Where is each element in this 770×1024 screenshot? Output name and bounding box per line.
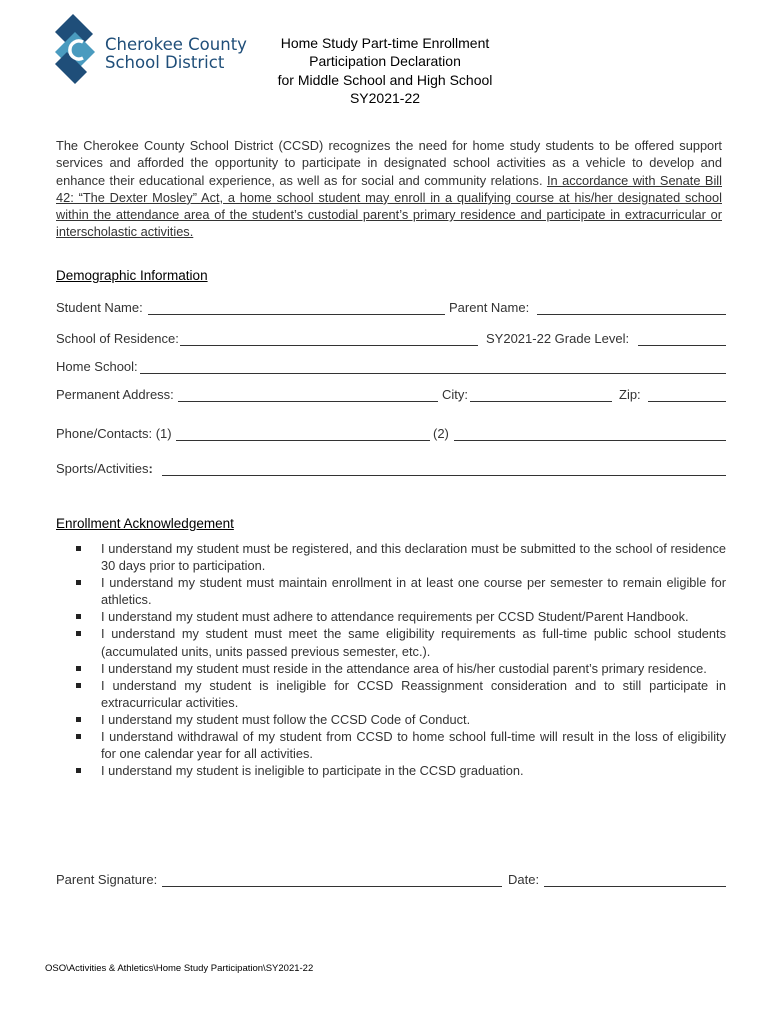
- zip-label: Zip:: [619, 387, 641, 402]
- grade-level-field[interactable]: [638, 345, 726, 346]
- school-of-residence-field[interactable]: [180, 345, 478, 346]
- list-item: [56, 762, 726, 779]
- list-item-text: I understand my student is ineligible for CCSD Reassignment consideration and to still participate in extracurricular activities.: [101, 677, 726, 710]
- sports-activities-colon: :: [148, 461, 153, 476]
- list-item-text: I understand withdrawal of my student from CCSD to home school full-time will result in the loss of eligibility for one calendar year for all activities.: [101, 729, 726, 762]
- date-label: Date:: [508, 872, 540, 887]
- bullet-icon: [76, 614, 81, 619]
- student-name-field[interactable]: [148, 314, 445, 315]
- home-school-row: [56, 359, 726, 377]
- student-name-label: Student Name:: [56, 300, 143, 315]
- bullet-icon: [76, 666, 81, 671]
- logo-line-1: Cherokee County: [105, 35, 247, 54]
- logo-line-2: School District: [105, 53, 225, 72]
- list-item: [56, 677, 726, 711]
- acknowledgement-heading: Enrollment Acknowledgement: [56, 516, 234, 531]
- school-of-residence-label: School of Residence:: [56, 331, 179, 346]
- phone-row: [56, 426, 726, 444]
- phone-contacts-label: Phone/Contacts: (1): [56, 426, 172, 441]
- permanent-address-label: Permanent Address:: [56, 387, 174, 402]
- parent-signature-label: Parent Signature:: [56, 872, 158, 887]
- phone-2-field[interactable]: [454, 440, 726, 441]
- list-item-text: I understand my student must meet the same eligibility requirements as full-time public school students (accumulated units, units passed previous semester, etc.).: [101, 626, 726, 659]
- list-item: [56, 540, 726, 574]
- sports-activities-text: Sports/Activities: [56, 461, 149, 476]
- home-school-label: Home School:: [56, 359, 138, 374]
- phone-2-label: (2): [433, 426, 449, 441]
- acknowledgement-list: [56, 540, 726, 779]
- bullet-icon: [76, 631, 81, 636]
- sports-row: [56, 461, 726, 479]
- footer-path: OSO\Activities & Athletics\Home Study Participation\SY2021-22: [45, 963, 314, 974]
- zip-field[interactable]: [648, 401, 726, 402]
- document-title: [0, 34, 770, 108]
- list-item: [56, 728, 726, 762]
- list-item: [56, 608, 726, 625]
- sports-activities-field[interactable]: [162, 475, 726, 476]
- bullet-icon: [76, 546, 81, 551]
- bullet-icon: [76, 580, 81, 585]
- intro-underlined-text: In accordance with Senate Bill 42: “The Dexter Mosley” Act, a home school student may enroll in a qualifying course at his/her designated school within the attendance area of the student’s custodial parent’s primary residence and participate in extracurricular or interscholastic activities.: [56, 172, 722, 240]
- title-line-3: for Middle School and High School: [277, 71, 493, 88]
- phone-1-field[interactable]: [176, 440, 430, 441]
- intro-paragraph: [56, 137, 722, 241]
- student-parent-row: [56, 300, 726, 318]
- bullet-icon: [76, 717, 81, 722]
- list-item-text: I understand my student must reside in the attendance area of his/her custodial parent’s primary residence.: [101, 660, 707, 676]
- list-item: [56, 625, 726, 659]
- grade-level-label: SY2021-22 Grade Level:: [486, 331, 630, 346]
- signature-row: [56, 872, 726, 892]
- permanent-address-field[interactable]: [178, 401, 438, 402]
- bullet-icon: [76, 734, 81, 739]
- intro-plain-text: The Cherokee County School District (CCSD) recognizes the need for home study students to be offered support services and afforded the opportunity to participate in designated school activities as a vehicle to develop and enhance their educational experience, as well as for social and community relations.: [56, 138, 722, 188]
- list-item-text: I understand my student must maintain enrollment in at least one course per semester to remain eligible for athletics.: [101, 575, 726, 608]
- city-field[interactable]: [470, 401, 612, 402]
- title-line-2: Participation Declaration: [309, 53, 461, 70]
- parent-name-field[interactable]: [537, 314, 726, 315]
- school-grade-row: [56, 331, 726, 349]
- list-item-text: I understand my student must adhere to attendance requirements per CCSD Student/Parent Handbook.: [101, 609, 689, 625]
- list-item-text: I understand my student is ineligible to participate in the CCSD graduation.: [101, 763, 524, 779]
- date-field[interactable]: [544, 886, 726, 887]
- list-item: [56, 711, 726, 728]
- sports-activities-label: [56, 461, 153, 476]
- parent-name-label: Parent Name:: [449, 300, 530, 315]
- bullet-icon: [76, 768, 81, 773]
- title-line-1: Home Study Part-time Enrollment: [280, 35, 490, 51]
- address-row: [56, 387, 726, 405]
- city-label: City:: [442, 387, 468, 402]
- list-item: [56, 574, 726, 608]
- list-item: [56, 660, 726, 677]
- title-line-4: SY2021-22: [349, 90, 421, 107]
- home-school-field[interactable]: [140, 373, 726, 374]
- list-item-text: I understand my student must follow the CCSD Code of Conduct.: [101, 711, 471, 727]
- demographic-heading: Demographic Information: [56, 268, 208, 283]
- parent-signature-field[interactable]: [162, 886, 502, 887]
- list-item-text: I understand my student must be registered, and this declaration must be submitted to the school of residence 30 days prior to participation.: [101, 541, 726, 574]
- bullet-icon: [76, 683, 81, 688]
